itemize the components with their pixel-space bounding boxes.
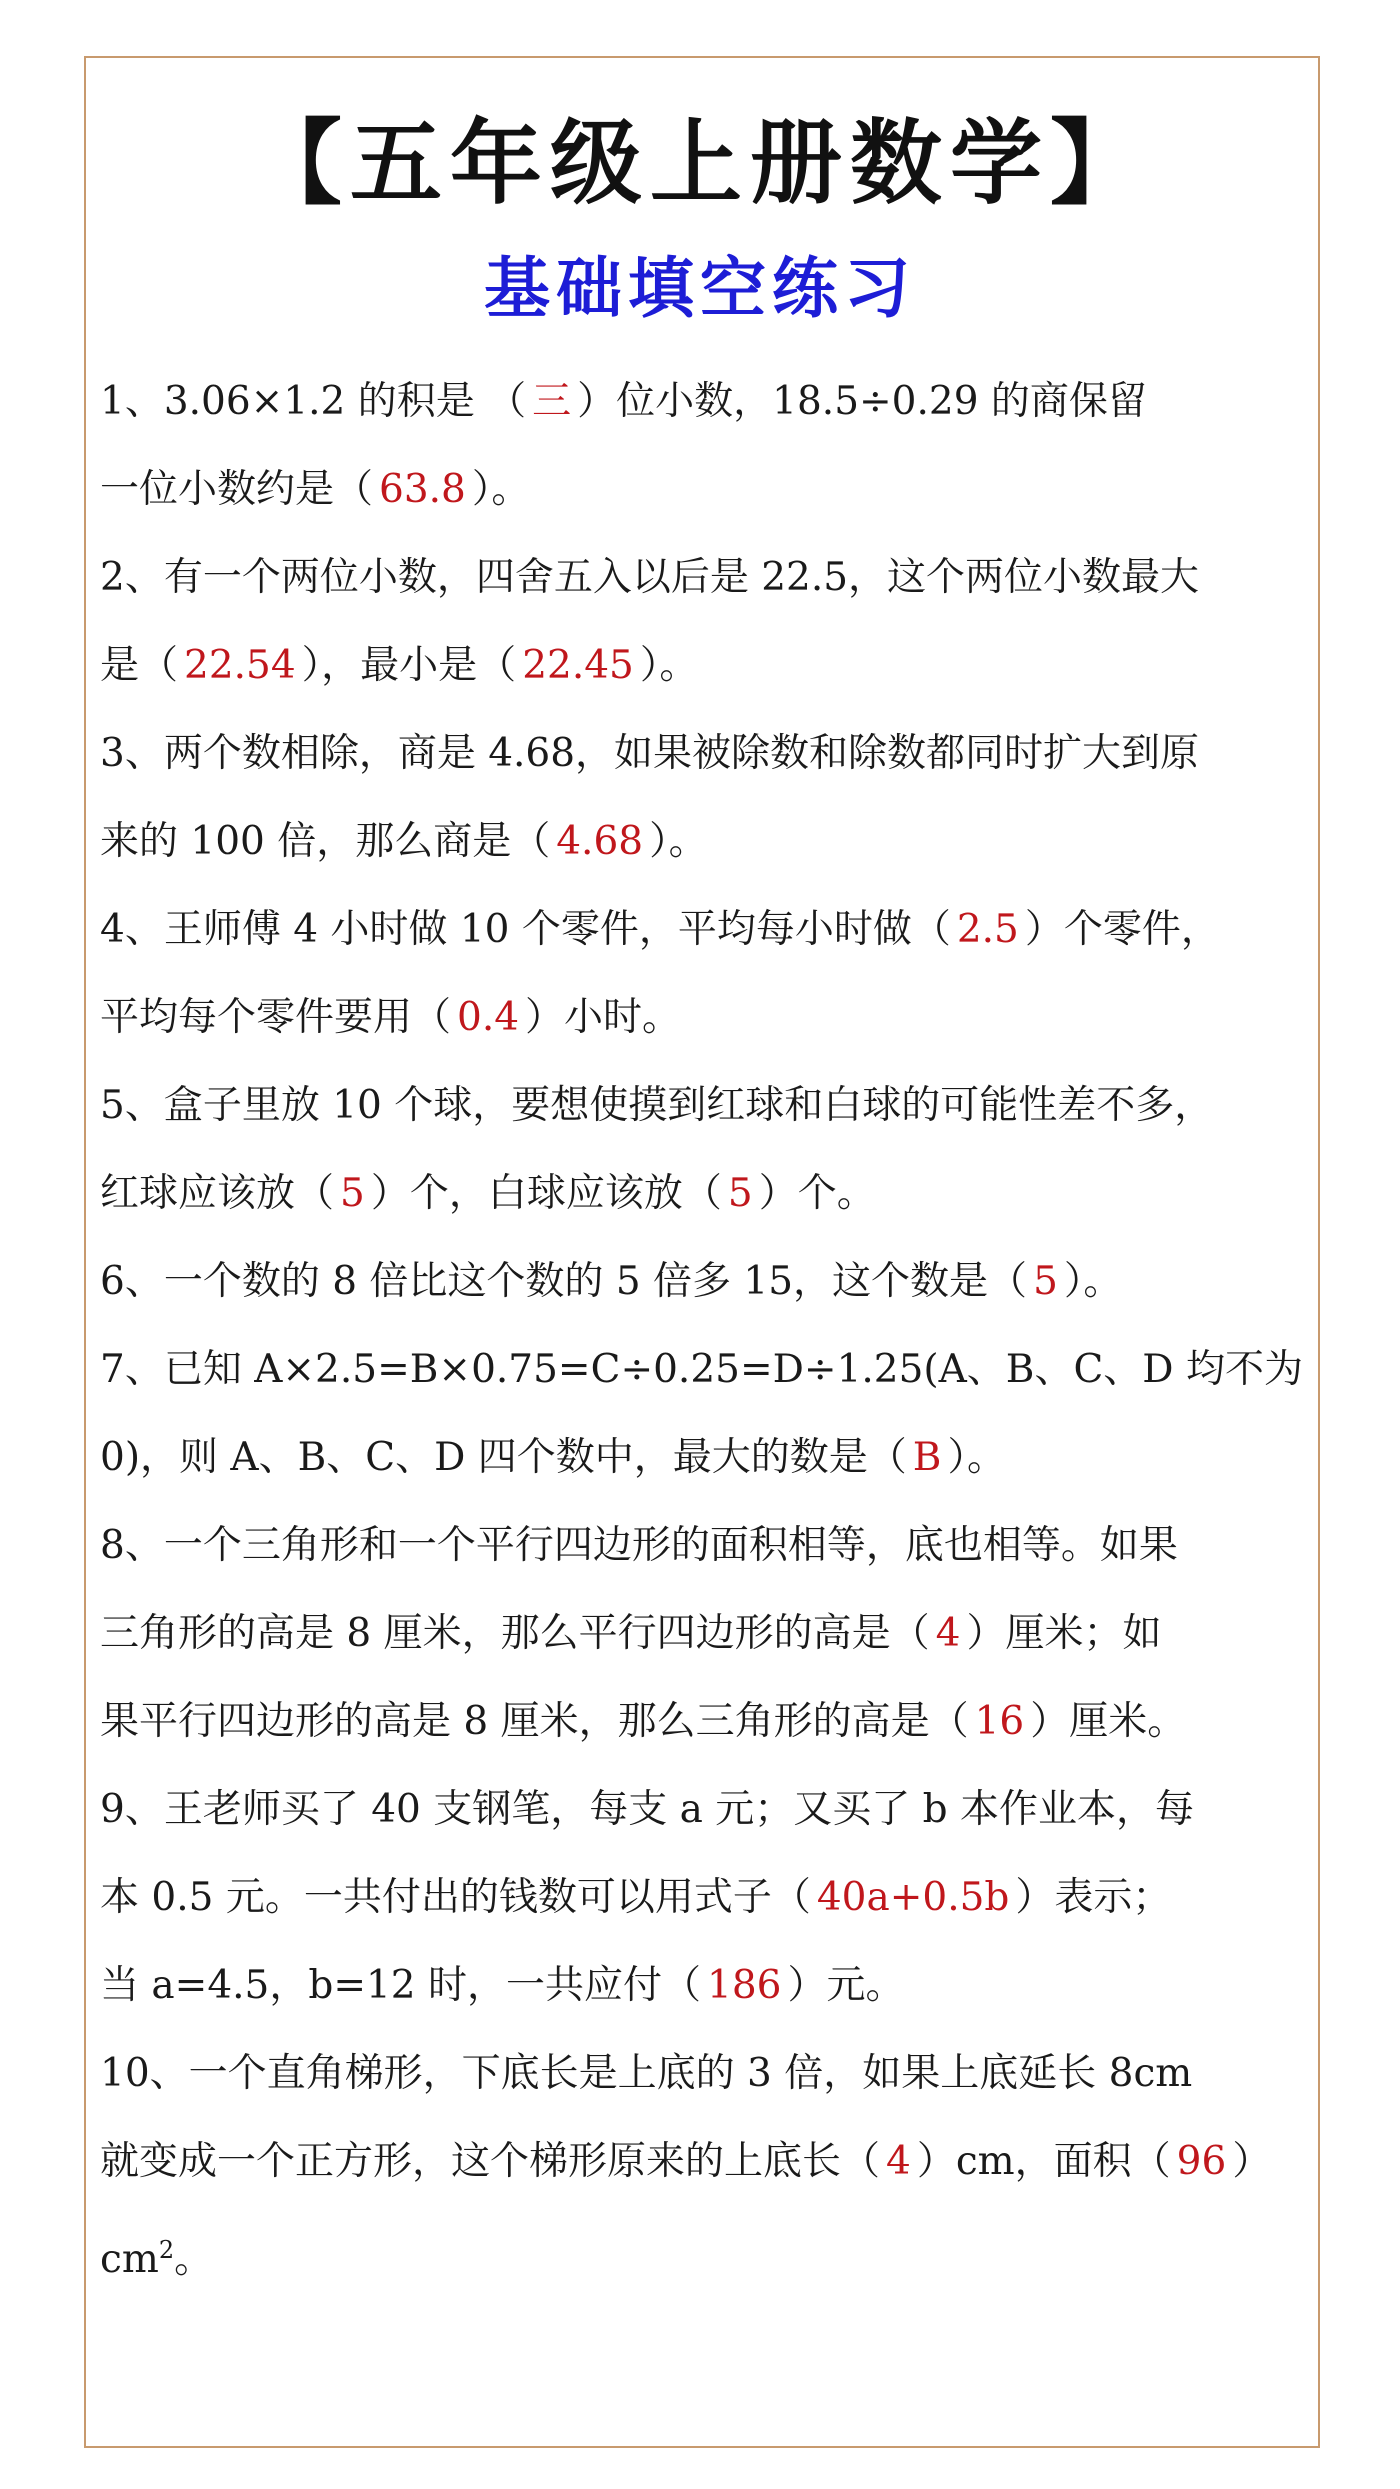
question-text: ）小时。 [525,995,682,1040]
question-line [100,1678,1310,1766]
question-line [100,2206,1310,2294]
question-text: 红球应该放（ [100,1171,335,1216]
question-line [100,1414,1310,1502]
question-text: 就变成一个正方形，这个梯形原来的上底长（ [100,2139,881,2184]
question-text: 本 0.5 元。一共付出的钱数可以用式子（ [100,1875,811,1920]
question-item [100,1502,1310,1766]
answer-text: 63.8 [379,467,466,512]
answer-text: 4.68 [556,819,644,864]
question-line [100,1766,1310,1854]
question-text: 7、已知 A×2.5=B×0.75=C÷0.25=D÷1.25(A、B、C、D 均不为 [100,1347,1303,1392]
question-text: ）元。 [787,1963,905,2008]
page-subtitle: 基础填空练习 [484,250,916,327]
question-list [100,358,1310,2294]
question-text: 0)，则 A、B、C、D 四个数中，最大的数是（ [100,1435,907,1480]
question-text: ）。 [649,819,708,864]
question-line [100,622,1310,710]
answer-text: 2.5 [956,907,1019,952]
answer-text: 22.54 [184,643,296,688]
answer-text: 4 [886,2139,911,2184]
question-item [100,1766,1310,2030]
question-text: ）个零件， [1024,907,1220,952]
question-text: 2、有一个两位小数，四舍五入以后是 22.5，这个两位小数最大 [100,555,1200,600]
question-text: ）表示； [1015,1875,1172,1920]
question-line [100,446,1310,534]
question-line [100,2030,1310,2118]
question-text: 10、一个直角梯形，下底长是上底的 3 倍，如果上底延长 8cm [100,2051,1193,2096]
question-line [100,1326,1310,1414]
answer-text: 40a+0.5b [816,1875,1010,1920]
question-text: cm [100,2237,159,2282]
question-line [100,1238,1310,1326]
question-text: ）个，白球应该放（ [370,1171,722,1216]
answer-text: 5 [727,1171,753,1216]
question-text: 来的 100 倍，那么商是（ [100,819,551,864]
question-text: ）厘米；如 [966,1611,1162,1656]
question-line [100,2118,1310,2206]
question-line [100,710,1310,798]
question-text: ）厘米。 [1030,1699,1187,1744]
question-text: ） [1232,2139,1272,2184]
question-text: 3、两个数相除，商是 4.68，如果被除数和除数都同时扩大到原 [100,731,1200,776]
answer-text: 三 [532,379,572,424]
answer-text: 5 [1033,1259,1058,1304]
answer-text: 16 [974,1699,1025,1744]
question-text: 是（ [100,643,179,688]
question-line [100,1854,1310,1942]
question-text: 4、王师傅 4 小时做 10 个零件，平均每小时做（ [100,907,951,952]
question-text: 一位小数约是（ [100,467,374,512]
question-item [100,710,1310,886]
question-text: 三角形的高是 8 厘米，那么平行四边形的高是（ [100,1611,930,1656]
question-line [100,534,1310,622]
question-text: ）位小数，18.5÷0.29 的商保留 [577,379,1147,424]
question-item [100,534,1310,710]
question-text: ）。 [947,1435,1006,1480]
question-item [100,1326,1310,1502]
question-text: ）。 [1063,1259,1123,1304]
superscript-text: 2 [158,2236,175,2264]
page-title: 【五年级上册数学】 [249,110,1150,217]
question-line [100,886,1310,974]
question-text: 当 a=4.5，b=12 时，一共应付（ [100,1963,702,2008]
answer-text: B [912,1435,942,1480]
question-text: 9、王老师买了 40 支钢笔，每支 a 元；又买了 b 本作业本，每 [100,1787,1195,1832]
question-text: 平均每个零件要用（ [100,995,452,1040]
answer-text: 96 [1176,2139,1227,2184]
question-item [100,886,1310,1062]
answer-text: 4 [935,1611,961,1656]
question-line [100,1150,1310,1238]
answer-text: 22.45 [522,643,634,688]
answer-text: 186 [707,1963,782,2008]
question-text: 1、3.06×1.2 的积是 （ [100,379,527,424]
question-item [100,1062,1310,1238]
question-text: 6、一个数的 8 倍比这个数的 5 倍多 15，这个数是（ [100,1259,1028,1304]
question-line [100,1590,1310,1678]
question-text: ），最小是（ [301,643,517,688]
question-text: ）cm，面积（ [916,2139,1171,2184]
question-text: ）。 [471,467,531,512]
question-line [100,798,1310,886]
question-line [100,1062,1310,1150]
question-text: ）。 [639,643,699,688]
question-line [100,1942,1310,2030]
question-text: ）个。 [758,1171,876,1216]
question-item [100,1238,1310,1326]
question-text: 8、一个三角形和一个平行四边形的面积相等，底也相等。如果 [100,1523,1178,1568]
question-text: 果平行四边形的高是 8 厘米，那么三角形的高是（ [100,1699,969,1744]
question-line [100,974,1310,1062]
question-line [100,358,1310,446]
question-line [100,1502,1310,1590]
question-text: 5、盒子里放 10 个球，要想使摸到红球和白球的可能性差不多， [100,1083,1214,1128]
question-item [100,358,1310,534]
answer-text: 5 [340,1171,365,1216]
answer-text: 0.4 [457,995,520,1040]
question-item [100,2030,1310,2294]
question-text: 。 [174,2237,214,2282]
